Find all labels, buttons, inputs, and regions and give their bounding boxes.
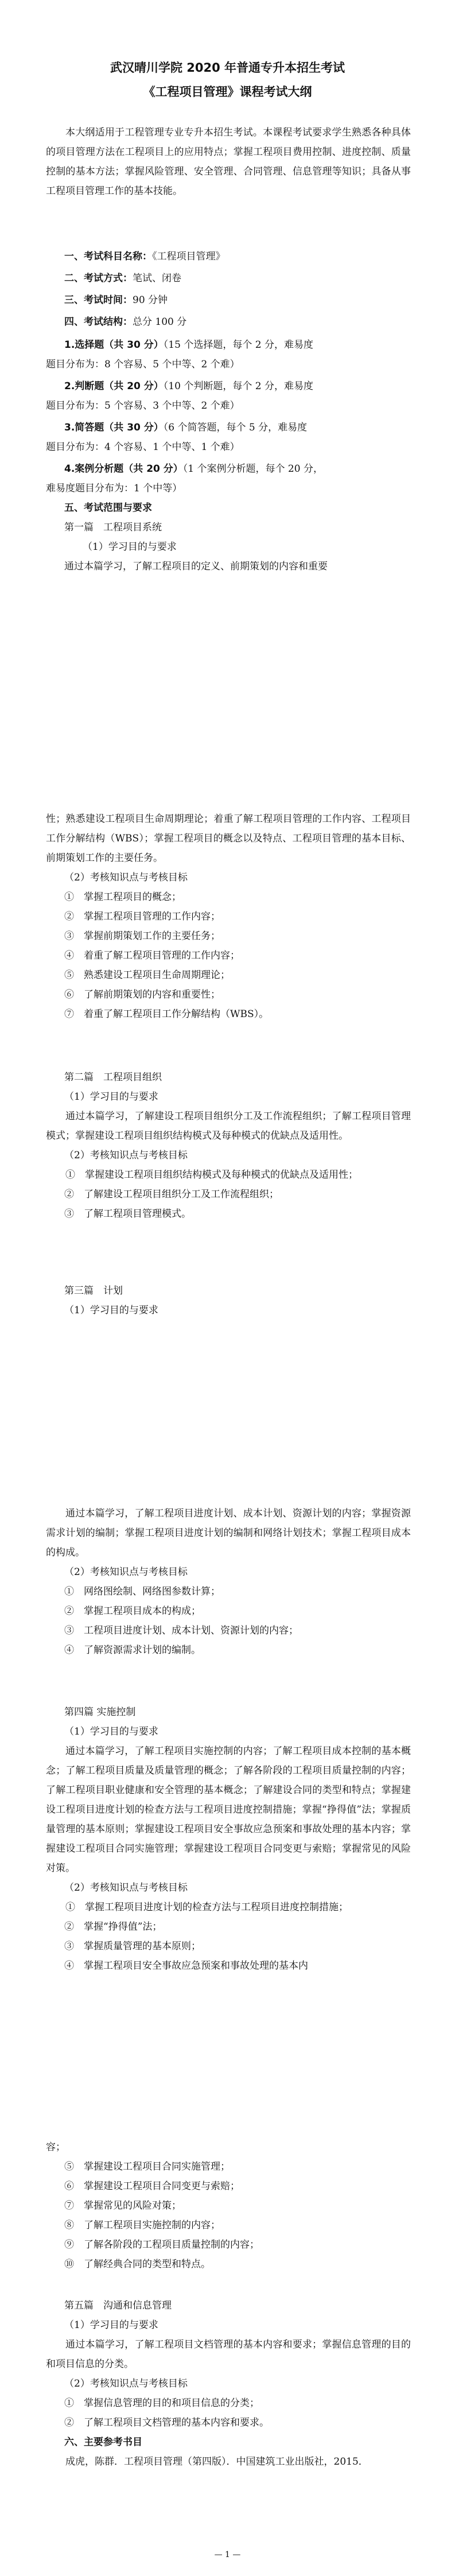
section-time [64, 290, 409, 310]
chapter2-point: ① 掌握建设工程项目组织结构模式及每种模式的优缺点及适用性； [65, 1169, 358, 1181]
chapter1-goal-heading: （1）学习目的与要求 [83, 541, 177, 553]
chapter3-point: ③ 工程项目进度计划、成本计划、资源计划的内容； [64, 1625, 298, 1636]
chapter2-block [46, 1068, 411, 1224]
chapter1-point: ④ 着重了解工程项目管理的工作内容； [64, 950, 240, 961]
chapter5-title: 第五篇 沟通和信息管理 [64, 2300, 172, 2311]
chapter4-point: ⑦ 掌握常见的风险对策； [64, 2200, 181, 2212]
chapter1-block [64, 518, 409, 576]
chapter4-point: ⑩ 了解经典合同的类型和特点。 [64, 2259, 211, 2270]
question-type-desc: （10 个判断题，每个 2 分，难易度 [163, 381, 313, 392]
chapter3-point: ② 掌握工程项目成本的构成； [64, 1605, 201, 1617]
chapter4-goal-heading: （1）学习目的与要求 [64, 1726, 158, 1737]
intro-paragraph [46, 123, 411, 201]
question-type-desc: （6 个简答题，每个 5 分，难易度 [163, 422, 308, 433]
section-value: 90 分钟 [133, 294, 168, 306]
chapter2-point: ② 了解建设工程项目组织分工及工作流程组织； [64, 1189, 279, 1200]
question-type-choice [46, 335, 411, 374]
chapter1-point: ⑦ 着重了解工程项目工作分解结构（WBS）。 [64, 1008, 269, 1020]
chapter4-title: 第四篇 实施控制 [64, 1706, 136, 1718]
chapter3-point: ① 网络图绘制、网络图参数计算； [64, 1586, 220, 1597]
chapter1-point: ① 掌握工程项目的概念； [64, 891, 181, 903]
chapter5-points-heading: （2）考核知识点与考核目标 [64, 2378, 188, 2389]
chapter3-points-heading: （2）考核知识点与考核目标 [64, 1566, 188, 1578]
chapter4-point-tail: 容； [46, 2142, 65, 2153]
chapter5-goal-text: 通过本篇学习，了解工程项目文档管理的基本内容和要求；掌握信息管理的目的和项目信息的分类。 [46, 2339, 411, 2370]
section-num: 三、 [64, 294, 84, 306]
section-label: 考试方式： [84, 273, 133, 284]
question-type-label: 1.选择题（共 30 分） [64, 339, 164, 351]
chapter5-goal-heading: （1）学习目的与要求 [64, 2319, 158, 2331]
chapter4-block [46, 1702, 411, 1976]
chapter3-point: ④ 了解资源需求计划的编制。 [64, 1644, 201, 1656]
question-type-label: 3.简答题（共 30 分） [64, 422, 164, 433]
reference-entry: 成虎，陈群．工程项目管理（第四版）．中国建筑工业出版社，2015． [65, 2456, 368, 2468]
section-num: 五、 [64, 502, 84, 514]
chapter5-block [46, 2296, 411, 2472]
section-label: 考试时间： [84, 294, 133, 306]
section-label: 考试科目名称： [84, 251, 152, 262]
question-type-dist: 题目分布为：4 个容易、1 个中等、1 个难） [46, 441, 240, 453]
chapter2-goal-text: 通过本篇学习，了解建设工程项目组织分工及工作流程组织；了解工程项目管理模式；掌握建设工程项目组织结构模式及每种模式的优缺点及适用性。 [46, 1111, 411, 1142]
question-type-dist: 题目分布为：5 个容易、3 个中等、2 个难） [46, 400, 240, 412]
question-type-dist: 难易度题目分布为：1 个中等） [46, 483, 182, 494]
chapter4-point: ① 掌握工程项目进度计划的检查方法与工程项目进度控制措施； [65, 1902, 348, 1913]
chapter1-point: ⑥ 了解前期策划的内容和重要性； [64, 989, 220, 1000]
chapter1-goal-text-b: 性；熟悉建设工程项目生命周期理论；着重了解工程项目管理的工作内容、工程项目工作分解结构（WBS）；掌握工程项目的概念以及特点、工程项目管理的基本目标、前期策划工作的主要任务。 [46, 813, 411, 864]
chapter4-points-heading: （2）考核知识点与考核目标 [64, 1882, 188, 1894]
chapter1-goal-text-a: 通过本篇学习，了解工程项目的定义、前期策划的内容和重要 [64, 561, 328, 572]
section-num: 二、 [64, 273, 84, 284]
section-label: 考试范围与要求 [84, 502, 152, 514]
question-type-desc: （15 个选择题，每个 2 分，难易度 [163, 339, 313, 351]
section-num: 四、 [64, 316, 84, 328]
section-structure [64, 312, 409, 332]
chapter3-title: 第三篇 计划 [64, 1285, 123, 1297]
chapter4-point: ④ 掌握工程项目安全事故应急预案和事故处理的基本内 [64, 1960, 308, 1972]
intro-text: 本大纲适用于工程管理专业专升本招生考试。本课程考试要求学生熟悉各种具体的项目管理方法在工程项目上的应用特点；掌握工程项目费用控制、进度控制、质量控制的基本方法；掌握风险管理、安全管理、合同管理、信息管理等知识；具备从事工程项目管理工作的基本技能。 [46, 127, 411, 197]
doc-title-line1: 武汉晴川学院 2020 年普通专升本招生考试 [110, 61, 345, 75]
question-type-case [46, 459, 411, 498]
chapter4-point: ③ 掌握质量管理的基本原则； [64, 1941, 201, 1952]
page-number-text: — 1 — [214, 2550, 241, 2559]
question-type-label: 2.判断题（共 20 分） [64, 381, 164, 392]
chapter3-heading-block [46, 1281, 411, 1320]
chapter5-point: ② 了解工程项目文档管理的基本内容和要求。 [64, 2417, 269, 2428]
chapter2-goal-heading: （1）学习目的与要求 [64, 1091, 158, 1103]
section-num: 六、 [64, 2437, 84, 2448]
section-method [64, 269, 409, 288]
chapter3-goal-text: 通过本篇学习，了解工程项目进度计划、成本计划、资源计划的内容；掌握资源需求计划的编制；掌握工程项目进度计划的编制和网络计划技术；掌握工程项目成本的构成。 [46, 1508, 411, 1558]
chapter1-point: ③ 掌握前期策划工作的主要任务； [64, 930, 220, 942]
question-type-label: 4.案例分析题（共 20 分） [64, 463, 183, 475]
section-num: 一、 [64, 251, 84, 262]
question-type-judge [46, 377, 411, 416]
question-type-dist: 题目分布为：8 个容易、5 个中等、2 个难） [46, 359, 240, 370]
section-label: 主要参考书目 [84, 2437, 142, 2448]
chapter3-body [46, 1504, 411, 1660]
chapter1-continued [46, 809, 411, 1024]
chapter4-point: ⑤ 掌握建设工程项目合同实施管理； [64, 2161, 230, 2172]
section-value: 笔试、闭卷 [133, 273, 181, 284]
chapter2-title: 第二篇 工程项目组织 [64, 1072, 162, 1083]
chapter5-point: ① 掌握信息管理的目的和项目信息的分类； [64, 2397, 259, 2409]
chapter4-goal-text: 通过本篇学习，了解工程项目实施控制的内容；了解工程项目成本控制的基本概念；了解工程项目质量及质量管理的概念；了解各阶段的工程项目质量控制的内容；了解工程项目职业健康和安全管理的基本概念；了解建设合同的类型和特点；掌握建设工程项目进度计划的检查方法与工程项目进度控制措施；掌握“挣得值”法；掌握质量管理的基本原则；掌握建设工程项目安全事故应急预案和事故处理的基本内容；掌握建设工程项目合同实施管理；掌握建设工程项目合同变更与索赔；掌握常见的风险对策。 [46, 1745, 411, 1874]
chapter4-continued [46, 2137, 411, 2274]
chapter4-point: ⑧ 了解工程项目实施控制的内容； [64, 2220, 220, 2231]
chapter1-point: ⑤ 熟悉建设工程项目生命周期理论； [64, 969, 230, 981]
section-subject [64, 247, 409, 266]
chapter2-points-heading: （2）考核知识点与考核目标 [64, 1150, 188, 1161]
section-scope [64, 498, 409, 518]
chapter1-title: 第一篇 工程项目系统 [64, 522, 162, 533]
chapter1-point: ② 掌握工程项目管理的工作内容； [64, 911, 220, 922]
section-label: 考试结构： [84, 316, 133, 328]
chapter4-point: ② 掌握“挣得值”法； [64, 1921, 162, 1933]
chapter4-point: ⑥ 掌握建设工程项目合同变更与索赔； [64, 2181, 240, 2192]
chapter1-points-heading: （2）考核知识点与考核目标 [64, 872, 188, 883]
chapter3-goal-heading: （1）学习目的与要求 [64, 1305, 158, 1316]
chapter2-point: ③ 了解工程项目管理模式。 [64, 1208, 191, 1220]
question-type-desc: （1 个案例分析题，每个 20 分， [182, 463, 323, 475]
chapter4-point: ⑨ 了解各阶段的工程项目质量控制的内容； [64, 2239, 259, 2251]
question-type-short [46, 418, 411, 457]
section-value: 总分 100 分 [133, 316, 187, 328]
doc-title-line2: 《工程项目管理》课程考试大纲 [143, 85, 312, 99]
section-value: 《工程项目管理》 [152, 251, 225, 262]
page-number [0, 2545, 455, 2565]
